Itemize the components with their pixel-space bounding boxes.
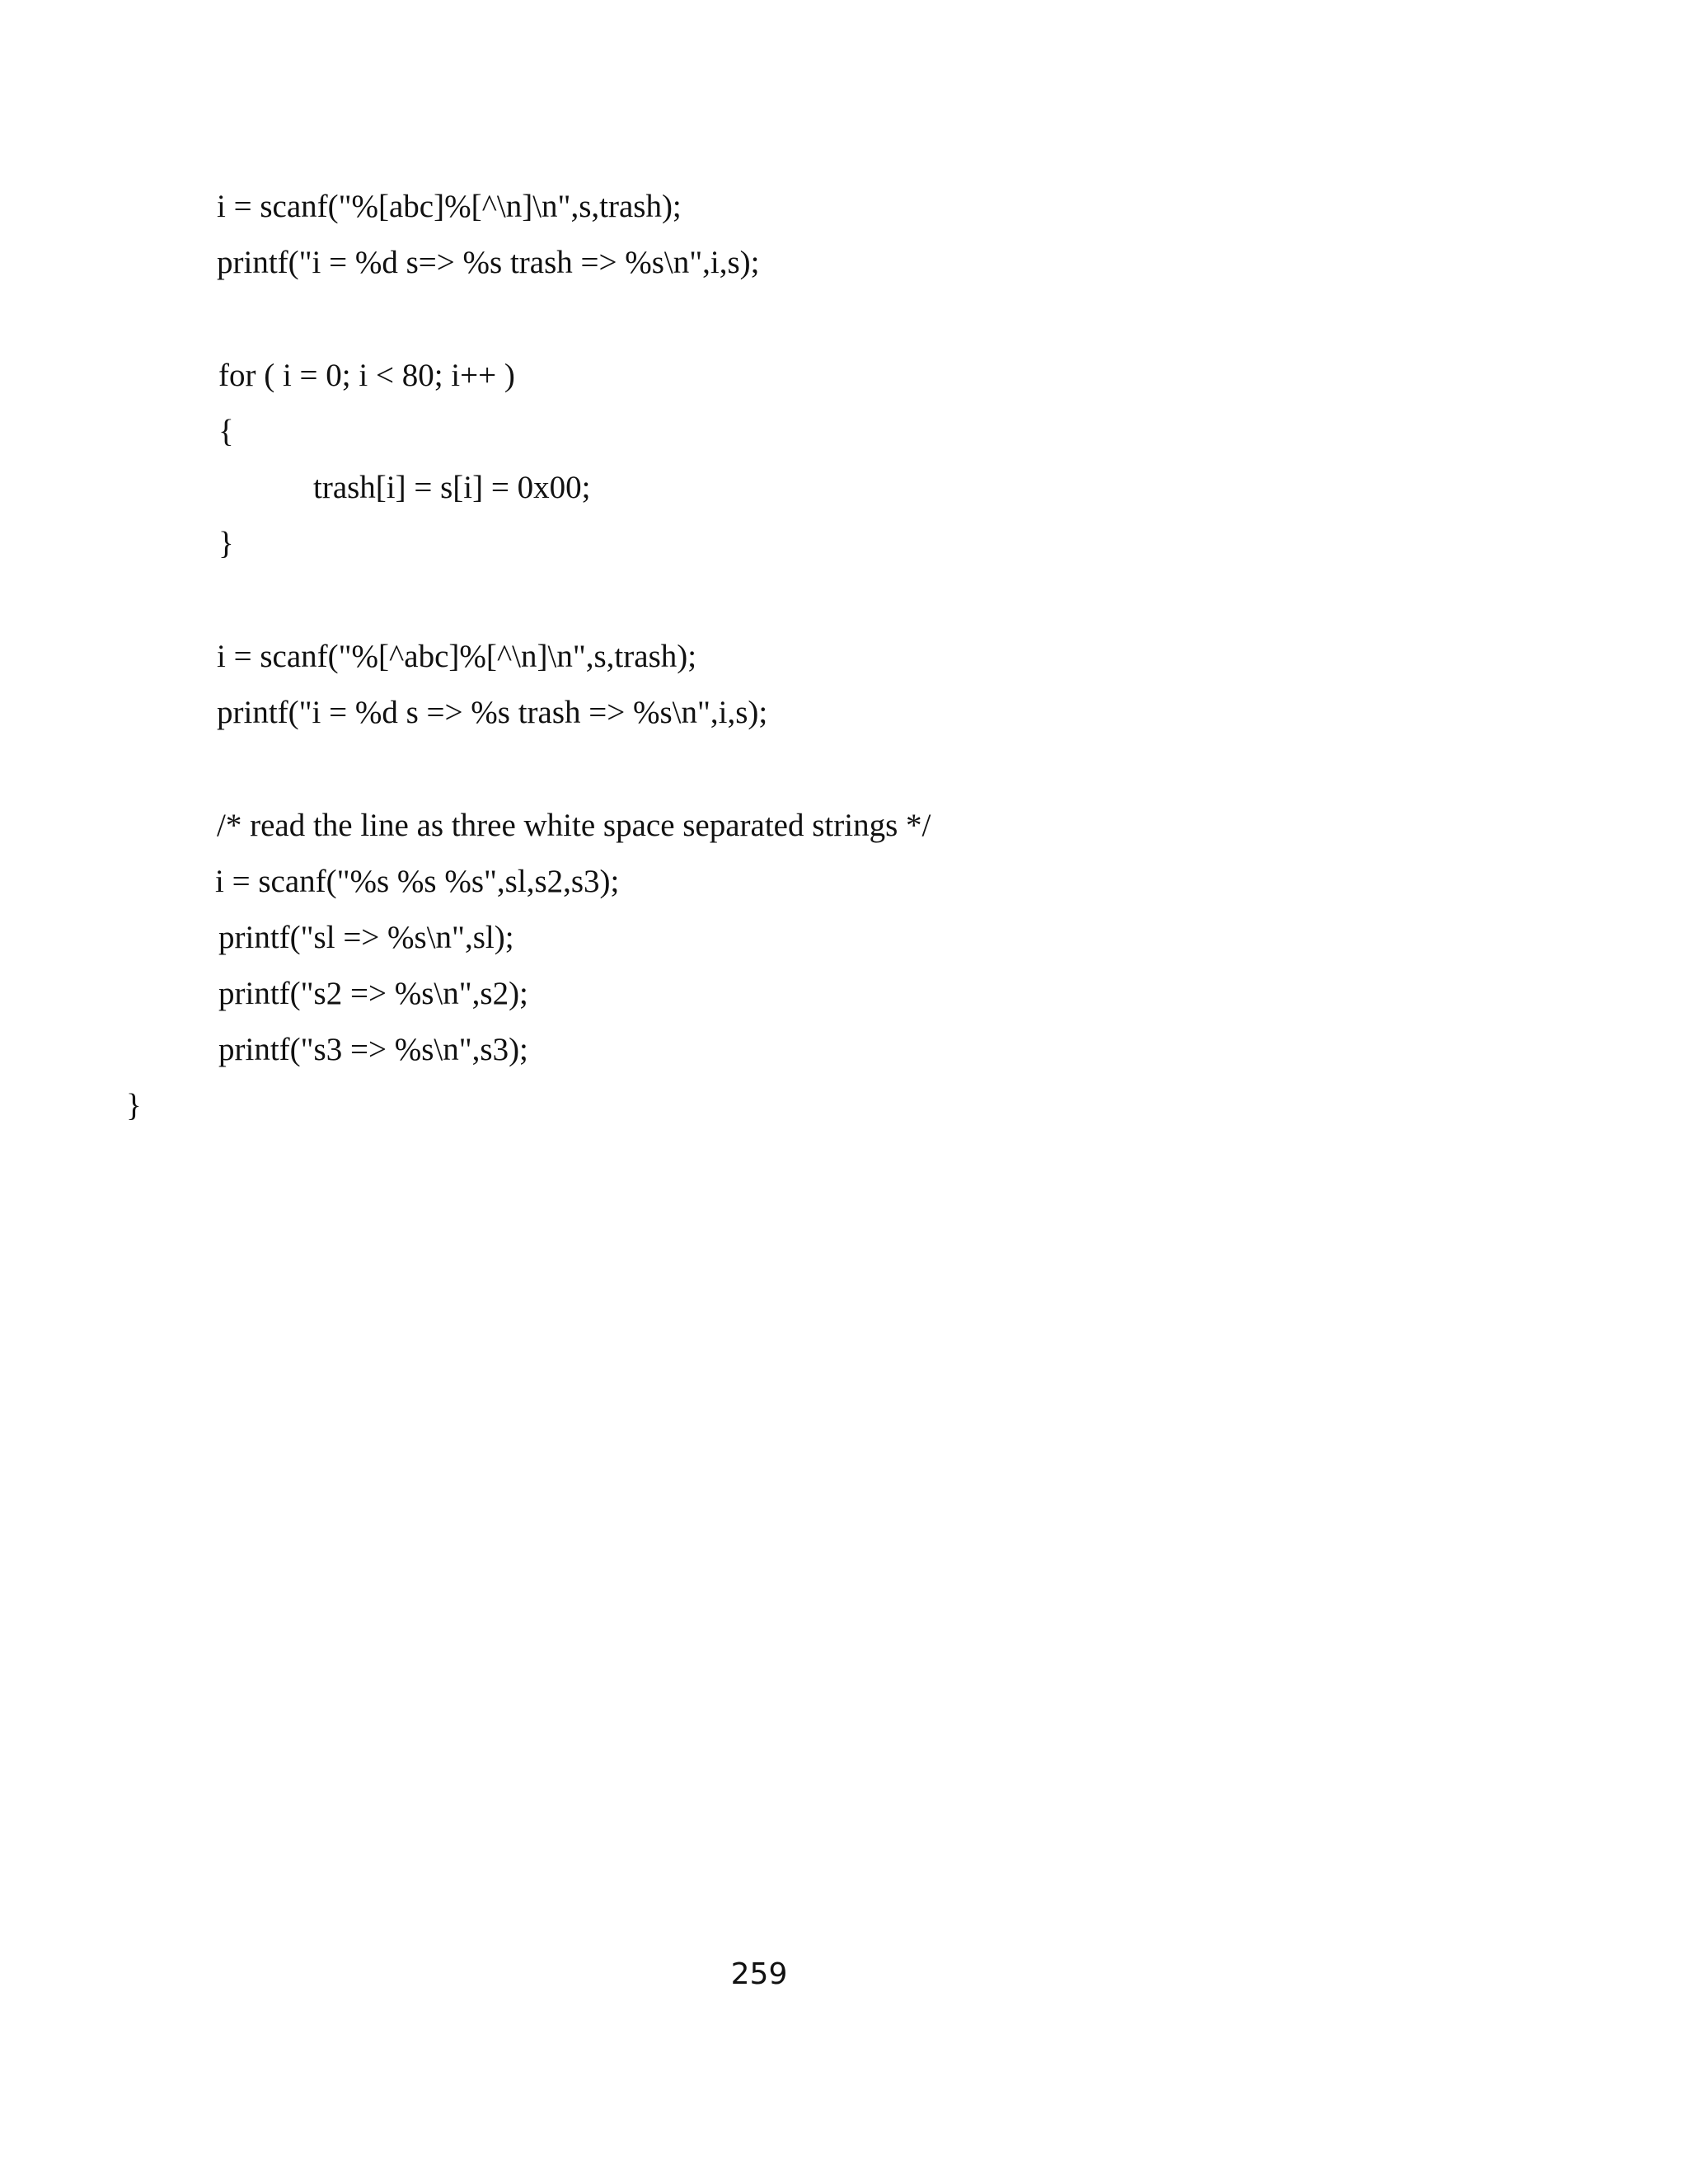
code-line-printf-sl: printf("sl => %s\n",sl); [218, 920, 514, 955]
code-line-function-close-brace: } [126, 1088, 142, 1123]
code-line-printf-1: printf("i = %d s=> %s trash => %s\n",i,s); [217, 245, 760, 280]
code-line-printf-2: printf("i = %d s => %s trash => %s\n",i,s); [217, 695, 768, 730]
code-line-scanf-abc: i = scanf("%[abc]%[^\n]\n",s,trash); [217, 189, 682, 224]
code-line-scanf-not-abc: i = scanf("%[^abc]%[^\n]\n",s,trash); [217, 639, 697, 674]
code-line-open-brace: { [218, 414, 234, 449]
code-line-trash-reset: trash[i] = s[i] = 0x00; [313, 470, 591, 505]
code-line-close-brace: } [218, 526, 234, 561]
code-line-scanf-three-strings: i = scanf("%s %s %s",sl,s2,s3); [215, 864, 620, 899]
code-line-printf-s3: printf("s3 => %s\n",s3); [218, 1032, 528, 1067]
code-line-for-loop: for ( i = 0; i < 80; i++ ) [218, 358, 515, 393]
code-comment: /* read the line as three white space separated strings */ [217, 808, 931, 843]
page-number: 259 [730, 1957, 788, 1991]
code-line-printf-s2: printf("s2 => %s\n",s2); [218, 976, 528, 1011]
